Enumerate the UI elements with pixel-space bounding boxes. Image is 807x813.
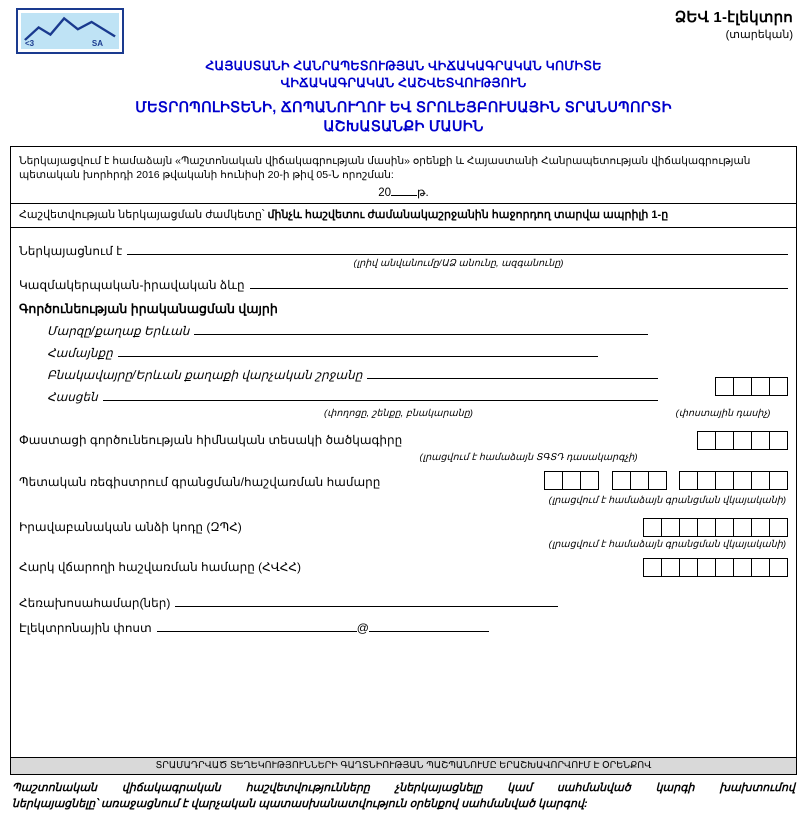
statistics-committee-logo: [16, 8, 124, 54]
settlement-input[interactable]: [367, 365, 658, 379]
region-input[interactable]: [194, 321, 648, 335]
state-register-label: Պետական ռեգիստրում գրանցման/հաշվառման համարը: [19, 474, 381, 489]
phone-label: Հեռախոսահամար(ներ): [19, 595, 171, 610]
legal-form-input[interactable]: [250, 275, 788, 289]
field-legal-form: [19, 275, 788, 292]
logo-label-right: SA: [91, 39, 103, 48]
year-line: [17, 185, 790, 199]
activity-cell[interactable]: [733, 431, 752, 450]
field-tax-number: [19, 558, 788, 577]
register-cell[interactable]: [630, 471, 649, 490]
register-cell[interactable]: [544, 471, 563, 490]
logo-label-left: <3: [25, 39, 35, 48]
field-address: [47, 387, 788, 404]
postal-cell[interactable]: [715, 377, 734, 396]
header: [10, 0, 797, 54]
submitted-by-input[interactable]: [127, 241, 788, 255]
email-label: Էլեկտրոնային փոստ: [19, 620, 152, 635]
field-settlement: [47, 365, 788, 382]
main-activity-caption: (լրացվում է համաձայն ՏԳՏԴ դասակարգչի): [419, 451, 638, 463]
footer-word-3: հաշվետվությունները: [245, 781, 370, 794]
tax-cell[interactable]: [769, 558, 788, 577]
address-captions: [19, 408, 788, 419]
legal-person-code-label: Իրավաբանական անձի կոդը (ԶՊՀ): [19, 520, 242, 535]
confidentiality-banner: ՏՐԱՄԱԴՐՎԱԾ ՏԵՂԵԿՈՒԹՅՈՒՆՆԵՐԻ ԳԱՂՏՆԻՈՒԹՅԱՆ ՊԱՇՊԱՆՈՒՄԸ ԵՐԱՇԽԱՎՈՐՎՈՒՄ Է ՕՐԵՆՔՈՎ: [11, 757, 796, 773]
tax-number-cells[interactable]: [643, 558, 788, 577]
title-line-3: ՄԵՏՐՈՊՈԼԻՏԵՆԻ, ՃՈՊԱՆՈՒՂՈՒ ԵՎ ՏՐՈԼԵՅԲՈՒՍԱՅԻՆ ՏՐԱՆՍՊՈՐՏԻ: [135, 99, 672, 116]
legal-code-cell[interactable]: [679, 518, 698, 537]
legal-person-code-caption: (լրացվում է համաձայն գրանցման վկայականի): [548, 538, 786, 550]
register-cell[interactable]: [580, 471, 599, 490]
postal-cell[interactable]: [751, 377, 770, 396]
email-input-local[interactable]: [157, 618, 357, 632]
legal-code-cell[interactable]: [697, 518, 716, 537]
footer-word-8: խախտումով: [719, 781, 795, 794]
field-email: [19, 618, 788, 635]
field-community: [47, 343, 788, 360]
legal-code-cell[interactable]: [769, 518, 788, 537]
tax-cell[interactable]: [697, 558, 716, 577]
address-input[interactable]: [103, 387, 658, 401]
legal-code-cell[interactable]: [733, 518, 752, 537]
logo-chart-icon: [21, 13, 119, 49]
fields-area: [17, 228, 790, 635]
field-main-activity: [19, 431, 788, 450]
register-cell[interactable]: [679, 471, 698, 490]
footer-note-line-1: [12, 780, 795, 797]
title-line-2: ՎԻՃԱԿԱԳՐԱԿԱՆ ՀԱՇՎԵՏՎՈՒԹՅՈՒՆ: [280, 75, 527, 90]
footer-note-line-2: ներկայացնելը՝ առաջացնում է վարչական պատասխանատվություն օրենքով սահմանված կարգով:: [12, 798, 588, 811]
tax-cell[interactable]: [715, 558, 734, 577]
field-state-register: [19, 471, 788, 493]
phone-input[interactable]: [175, 593, 558, 607]
field-submitted-by: [19, 241, 788, 258]
tax-cell[interactable]: [679, 558, 698, 577]
activity-cell[interactable]: [715, 431, 734, 450]
logo-inner: [21, 13, 119, 49]
activity-cell[interactable]: [751, 431, 770, 450]
tax-cell[interactable]: [751, 558, 770, 577]
state-register-cells[interactable]: [544, 471, 788, 493]
title-line-4: ԱՇԽԱՏԱՆՔԻ ՄԱՍԻՆ: [323, 119, 484, 136]
register-cell[interactable]: [733, 471, 752, 490]
administrative-liability-note: [10, 780, 797, 813]
submitted-by-label: Ներկայացնում է: [19, 243, 123, 258]
legal-form-label: Կազմակերպական-իրավական ձևը: [19, 277, 245, 292]
field-region: [47, 321, 788, 338]
address-caption: (փողոցը, շենքը, բնակարանը): [324, 407, 473, 419]
footer-word-4: չներկայացնելը: [394, 781, 483, 794]
deadline-label: Հաշվետվության ներկայացման ժամկետը՝: [19, 209, 265, 222]
tax-cell[interactable]: [643, 558, 662, 577]
legal-code-cell[interactable]: [643, 518, 662, 537]
deadline-value: մինչև հաշվետու ժամանակաշրջանին հաջորդող տարվա ապրիլի 1-ը: [267, 209, 669, 222]
deadline-row: [17, 204, 790, 226]
settlement-label: Բնակավայրը/Երևան քաղաքի վարչական շրջանը: [47, 367, 363, 382]
activity-address-title: Գործունեության իրականացման վայրի: [19, 301, 278, 316]
register-group-3[interactable]: [679, 471, 788, 490]
address-label: Հասցեն: [47, 389, 98, 404]
community-label: Համայնքը: [47, 345, 113, 360]
register-cell[interactable]: [715, 471, 734, 490]
footer-word-7: կարգի: [655, 781, 695, 794]
legal-note: Ներկայացվում է համաձայն «Պաշտոնական վիճակագրության մասին» օրենքի և Հայաստանի Հանրապետության վիճակագրության պետական խորհրդի 2016 թվականի հունիսի 20-ի թիվ 05-Ն որոշման:: [19, 154, 751, 182]
main-activity-cells[interactable]: [697, 431, 788, 450]
activity-cell[interactable]: [769, 431, 788, 450]
titles: [10, 58, 797, 138]
register-group-1[interactable]: [544, 471, 599, 490]
register-cell[interactable]: [697, 471, 716, 490]
title-line-1: ՀԱՅԱՍՏԱՆԻ ՀԱՆՐԱՊԵՏՈՒԹՅԱՆ ՎԻՃԱԿԱԳՐԱԿԱՆ ԿՈՄԻՏԵ: [205, 59, 602, 73]
register-group-2[interactable]: [612, 471, 667, 490]
footer-word-6: սահմանված: [556, 781, 631, 794]
state-register-caption: (լրացվում է համաձայն գրանցման վկայականի): [548, 494, 786, 506]
document-periodicity: (տարեկան): [725, 29, 793, 41]
email-input-domain[interactable]: [369, 618, 489, 632]
tax-cell[interactable]: [661, 558, 680, 577]
legal-code-cell[interactable]: [715, 518, 734, 537]
activity-cell[interactable]: [697, 431, 716, 450]
postal-cell[interactable]: [769, 377, 788, 396]
footer-word-5: կամ: [507, 781, 532, 794]
legal-code-cell[interactable]: [751, 518, 770, 537]
activity-address-group: [19, 321, 788, 404]
form-box: [10, 146, 797, 775]
submitted-by-caption: (լրիվ անվանումը/ԱՁ անունը, ազգանունը): [353, 257, 564, 269]
postal-code-cells-wrap: [715, 377, 788, 399]
tax-number-label: Հարկ վճարողի հաշվառման համարը (ՀՎՀՀ): [19, 560, 301, 575]
community-input[interactable]: [118, 343, 598, 357]
main-activity-label: Փաստացի գործունեության հիմնական տեսակի ծածկագիրը: [19, 433, 403, 448]
footer-word-1: Պաշտոնական: [12, 781, 98, 794]
year-blank[interactable]: [391, 195, 417, 196]
email-at-symbol: @: [356, 620, 369, 635]
register-cell[interactable]: [648, 471, 667, 490]
tax-cell[interactable]: [733, 558, 752, 577]
postal-code-cells[interactable]: [715, 377, 788, 396]
field-legal-person-code: [19, 518, 788, 537]
field-phone: [19, 593, 788, 610]
register-cell[interactable]: [751, 471, 770, 490]
register-cell[interactable]: [769, 471, 788, 490]
legal-person-code-cells[interactable]: [643, 518, 788, 537]
footer-word-2: վիճակագրական: [121, 781, 221, 794]
region-label: Մարզը/քաղաք Երևան: [47, 323, 190, 338]
legal-code-cell[interactable]: [661, 518, 680, 537]
register-cell[interactable]: [562, 471, 581, 490]
postal-cell[interactable]: [733, 377, 752, 396]
document-code: ՁԵՎ 1-էլեկտրո: [674, 9, 793, 26]
document-code-block: [675, 8, 793, 41]
year-suffix: թ.: [417, 187, 429, 200]
year-prefix: 20: [378, 187, 392, 200]
register-cell[interactable]: [612, 471, 631, 490]
postal-caption: (փոստային դասիչ): [675, 407, 771, 419]
